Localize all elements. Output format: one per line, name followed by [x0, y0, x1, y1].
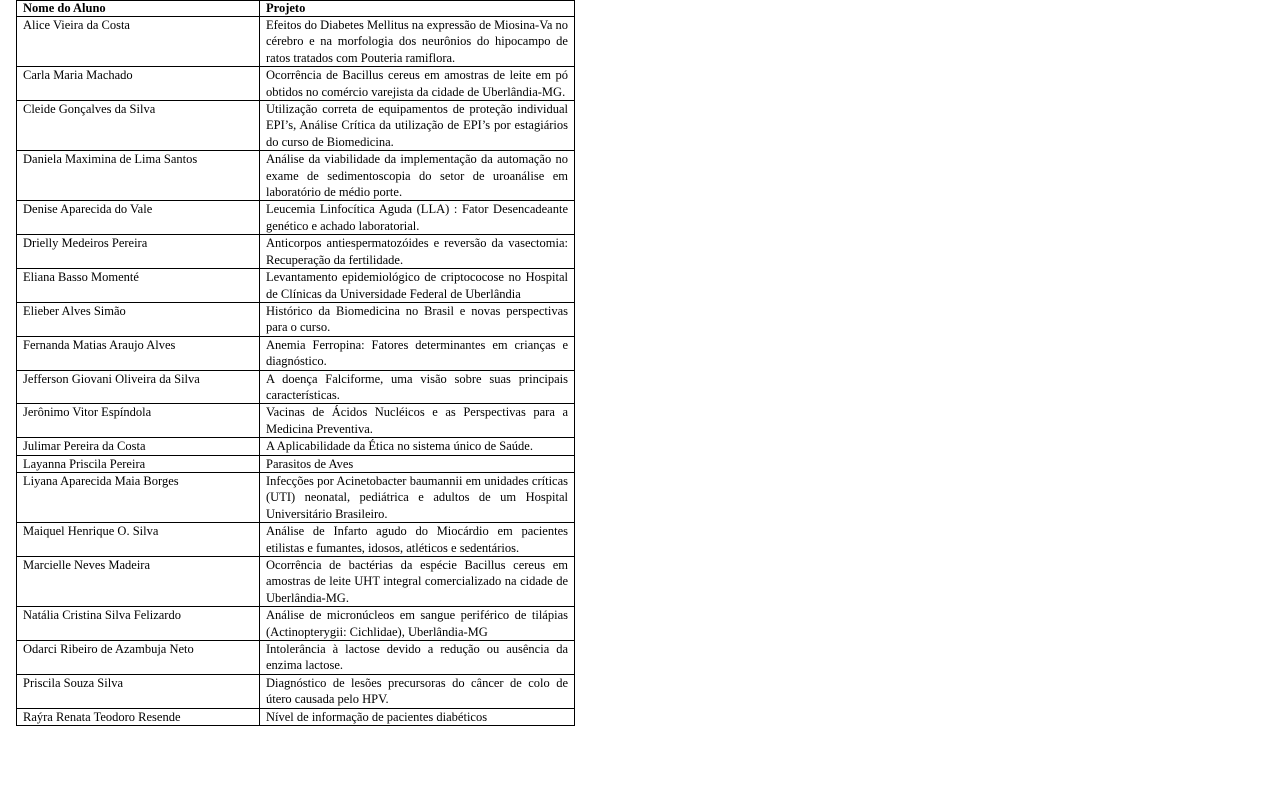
- project-title: Ocorrência de Bacillus cereus em amostras de leite em pó obtidos no comércio varejista da cidade de Uberlândia-MG.: [260, 67, 575, 101]
- table-header-row: [17, 1, 575, 17]
- table-row: [17, 674, 575, 708]
- student-name: Carla Maria Machado: [17, 67, 260, 101]
- project-title: A doença Falciforme, uma visão sobre suas principais características.: [260, 370, 575, 404]
- project-title: Efeitos do Diabetes Mellitus na expressão de Miosina-Va no cérebro e na morfologia dos neurônios do hipocampo de ratos tratados com Pouteria ramiflora.: [260, 17, 575, 67]
- student-name: Drielly Medeiros Pereira: [17, 235, 260, 269]
- table-row: [17, 151, 575, 201]
- project-title: A Aplicabilidade da Ética no sistema único de Saúde.: [260, 438, 575, 455]
- student-name: Alice Vieira da Costa: [17, 17, 260, 67]
- table-row: [17, 67, 575, 101]
- project-title: Histórico da Biomedicina no Brasil e novas perspectivas para o curso.: [260, 302, 575, 336]
- table-row: [17, 370, 575, 404]
- project-title: Nível de informação de pacientes diabéticos: [260, 708, 575, 725]
- student-name: Priscila Souza Silva: [17, 674, 260, 708]
- student-name: Liyana Aparecida Maia Borges: [17, 472, 260, 522]
- student-name: Denise Aparecida do Vale: [17, 201, 260, 235]
- student-name: Eliana Basso Momenté: [17, 269, 260, 303]
- student-name: Raýra Renata Teodoro Resende: [17, 708, 260, 725]
- table-row: [17, 708, 575, 725]
- project-title: Parasitos de Aves: [260, 455, 575, 472]
- student-name: Natália Cristina Silva Felizardo: [17, 607, 260, 641]
- table-row: [17, 472, 575, 522]
- table-row: [17, 201, 575, 235]
- student-name: Cleide Gonçalves da Silva: [17, 101, 260, 151]
- header-student-name: Nome do Aluno: [17, 1, 260, 17]
- student-name: Marcielle Neves Madeira: [17, 557, 260, 607]
- student-name: Jerônimo Vitor Espíndola: [17, 404, 260, 438]
- student-name: Odarci Ribeiro de Azambuja Neto: [17, 641, 260, 675]
- header-project: Projeto: [260, 1, 575, 17]
- project-title: Infecções por Acinetobacter baumannii em unidades críticas (UTI) neonatal, pediátrica e adultos de um Hospital Universitário Brasileiro.: [260, 472, 575, 522]
- student-name: Fernanda Matias Araujo Alves: [17, 336, 260, 370]
- table-row: [17, 404, 575, 438]
- table-row: [17, 523, 575, 557]
- project-title: Diagnóstico de lesões precursoras do câncer de colo de útero causada pelo HPV.: [260, 674, 575, 708]
- student-name: Daniela Maximina de Lima Santos: [17, 151, 260, 201]
- table-row: [17, 101, 575, 151]
- table-row: [17, 557, 575, 607]
- table-row: [17, 17, 575, 67]
- project-title: Análise de micronúcleos em sangue periférico de tilápias (Actinopterygii: Cichlidae), Uberlândia-MG: [260, 607, 575, 641]
- project-title: Anticorpos antiespermatozóides e reversão da vasectomia: Recuperação da fertilidade.: [260, 235, 575, 269]
- project-title: Análise da viabilidade da implementação da automação no exame de sedimentoscopia do setor de uroanálise em laboratório de médio porte.: [260, 151, 575, 201]
- table-row: [17, 336, 575, 370]
- student-name: Jefferson Giovani Oliveira da Silva: [17, 370, 260, 404]
- student-name: Maiquel Henrique O. Silva: [17, 523, 260, 557]
- table-row: [17, 438, 575, 455]
- table-row: [17, 302, 575, 336]
- project-title: Intolerância à lactose devido a redução ou ausência da enzima lactose.: [260, 641, 575, 675]
- project-title: Utilização correta de equipamentos de proteção individual EPI’s, Análise Crítica da utilização de EPI’s por estagiários do curso de Biomedicina.: [260, 101, 575, 151]
- student-name: Elieber Alves Simão: [17, 302, 260, 336]
- project-title: Análise de Infarto agudo do Miocárdio em pacientes etilistas e fumantes, idosos, atléticos e sedentários.: [260, 523, 575, 557]
- project-title: Anemia Ferropina: Fatores determinantes em crianças e diagnóstico.: [260, 336, 575, 370]
- table-row: [17, 269, 575, 303]
- student-name: Julimar Pereira da Costa: [17, 438, 260, 455]
- project-title: Leucemia Linfocítica Aguda (LLA) : Fator Desencadeante genético e achado laboratorial.: [260, 201, 575, 235]
- student-name: Layanna Priscila Pereira: [17, 455, 260, 472]
- project-title: Levantamento epidemiológico de criptococose no Hospital de Clínicas da Universidade Federal de Uberlândia: [260, 269, 575, 303]
- project-title: Vacinas de Ácidos Nucléicos e as Perspectivas para a Medicina Preventiva.: [260, 404, 575, 438]
- project-title: Ocorrência de bactérias da espécie Bacillus cereus em amostras de leite UHT integral comercializado na cidade de Uberlândia-MG.: [260, 557, 575, 607]
- students-projects-table: [16, 0, 575, 726]
- table-row: [17, 235, 575, 269]
- table-row: [17, 607, 575, 641]
- table-row: [17, 455, 575, 472]
- table-row: [17, 641, 575, 675]
